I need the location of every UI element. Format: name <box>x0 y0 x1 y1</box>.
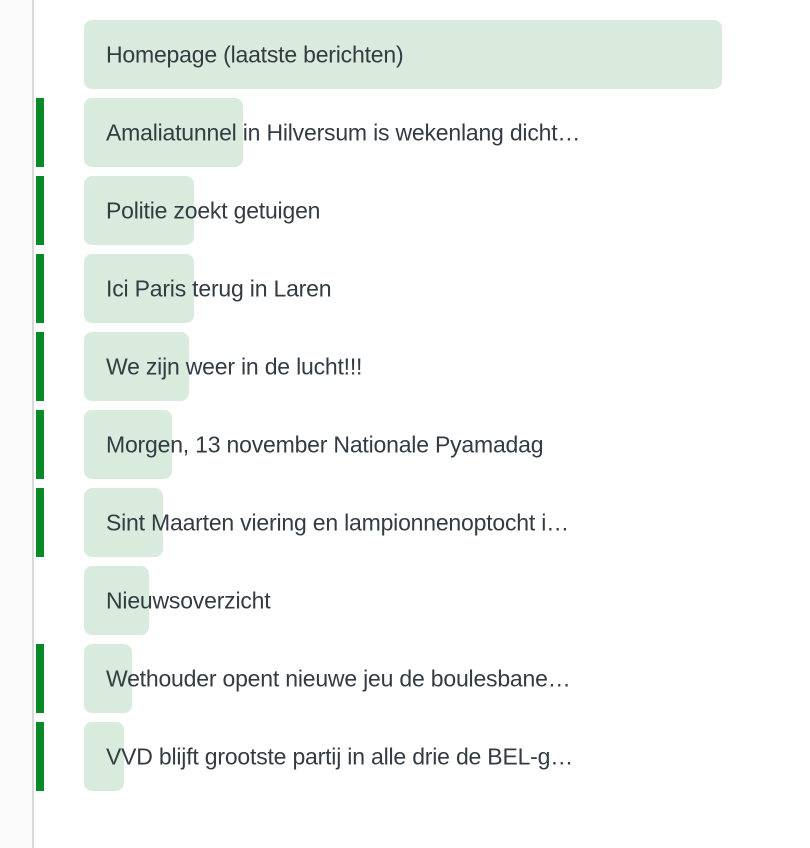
item-title: Ici Paris terug in Laren <box>106 275 332 301</box>
status-bar-indicator <box>36 332 44 401</box>
item-title: Sint Maarten viering en lampionnenoptocht i… <box>106 509 569 535</box>
item-title: Nieuwsoverzicht <box>106 587 271 613</box>
list-item[interactable] <box>0 98 810 167</box>
list-item[interactable] <box>0 410 810 479</box>
item-title: Morgen, 13 november Nationale Pyamadag <box>106 431 544 457</box>
list-item[interactable] <box>0 20 810 89</box>
item-title: Politie zoekt getuigen <box>106 197 321 223</box>
status-bar-indicator <box>36 98 44 167</box>
list-item[interactable] <box>0 566 810 635</box>
status-bar-indicator <box>36 176 44 245</box>
status-bar-indicator <box>36 722 44 791</box>
list-item[interactable] <box>0 176 810 245</box>
item-title: VVD blijft grootste partij in alle drie de BEL-g… <box>106 743 574 769</box>
item-title: Wethouder opent nieuwe jeu de boulesbane… <box>106 665 571 691</box>
status-bar-indicator <box>36 644 44 713</box>
list-item[interactable] <box>0 722 810 791</box>
item-title: Homepage (laatste berichten) <box>106 41 404 67</box>
item-title: Amaliatunnel in Hilversum is wekenlang dicht… <box>106 119 581 145</box>
status-bar-indicator <box>36 488 44 557</box>
list-item[interactable] <box>0 488 810 557</box>
list-item[interactable] <box>0 254 810 323</box>
page-list <box>0 20 810 800</box>
status-bar-indicator <box>36 410 44 479</box>
list-item[interactable] <box>0 644 810 713</box>
list-item[interactable] <box>0 332 810 401</box>
status-bar-indicator <box>36 254 44 323</box>
item-title: We zijn weer in de lucht!!! <box>106 353 363 379</box>
